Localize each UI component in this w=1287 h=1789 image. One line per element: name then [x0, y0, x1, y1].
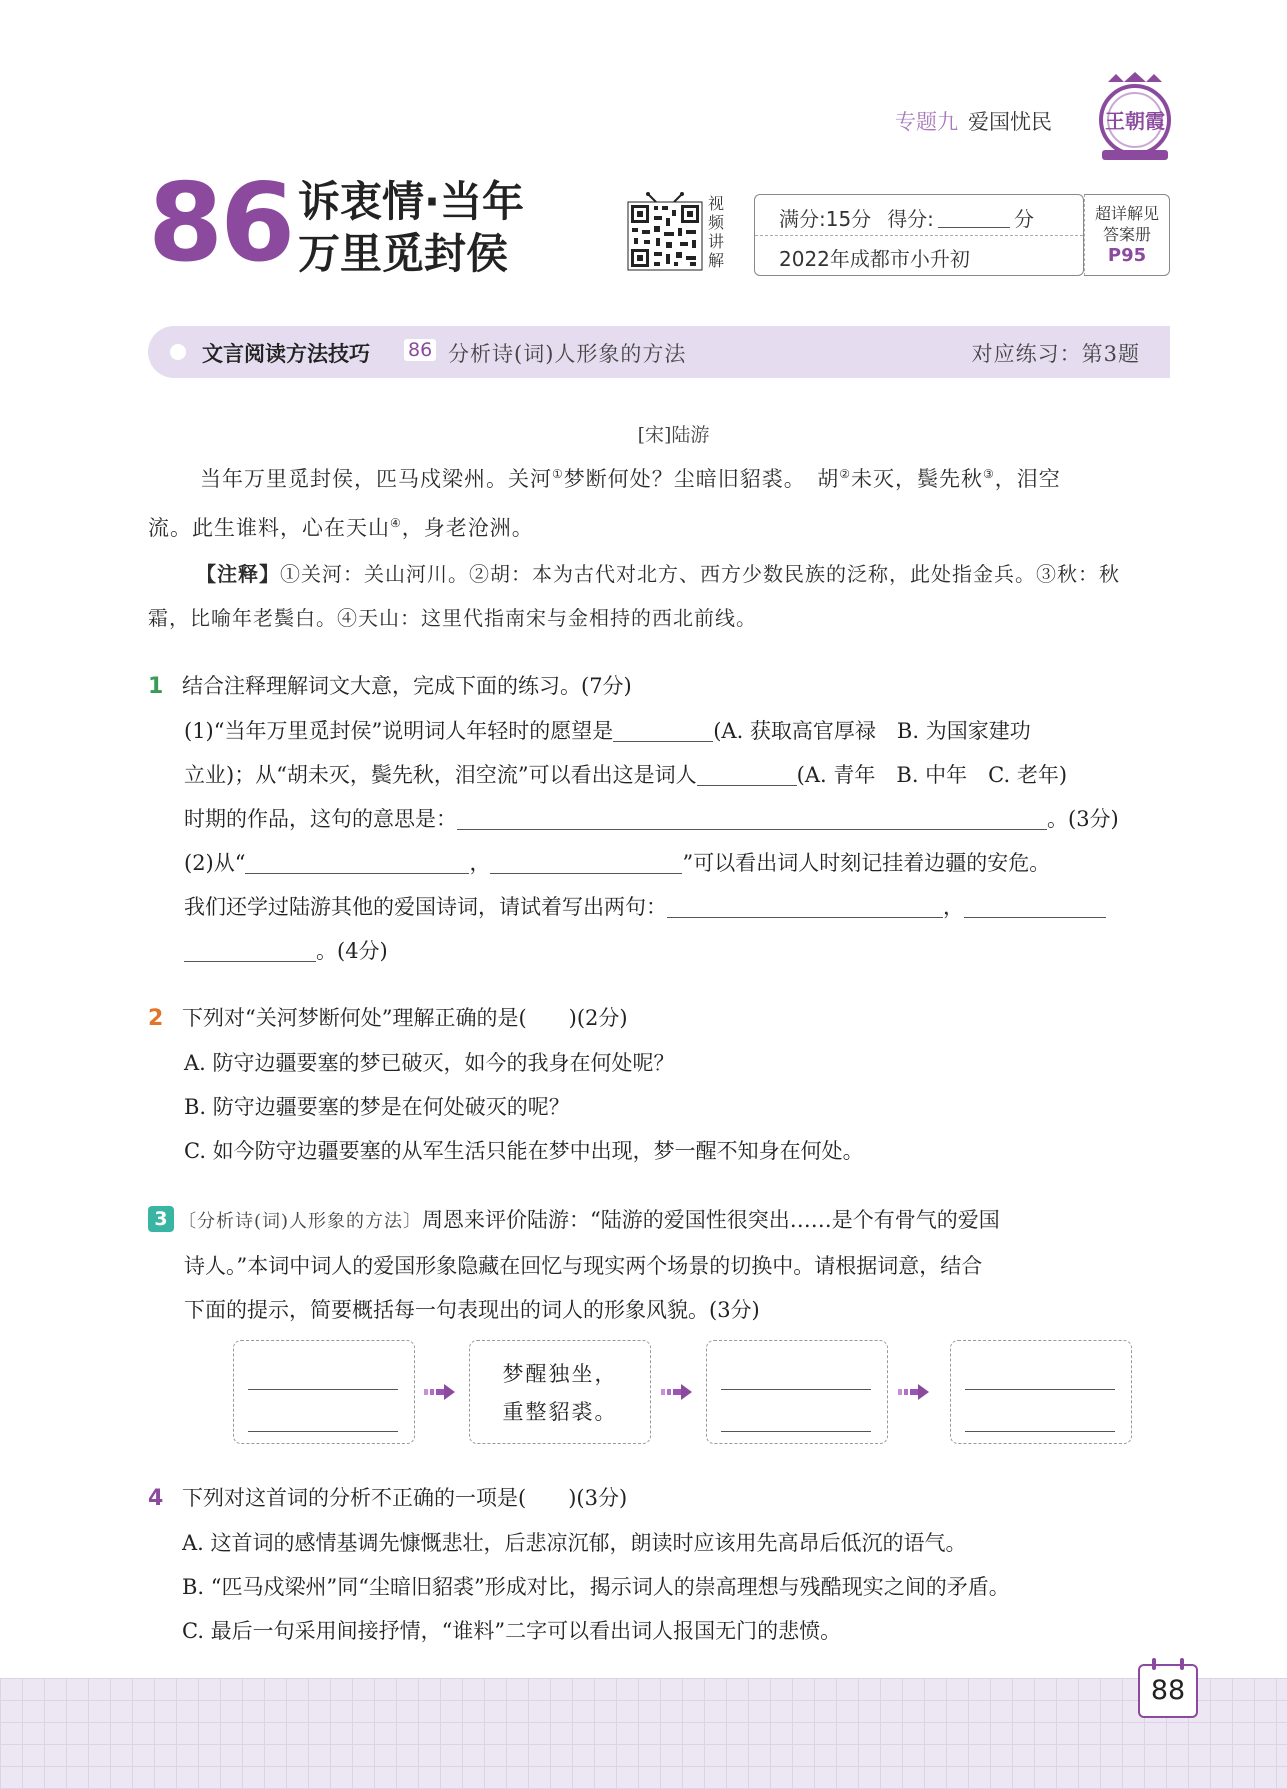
- q1-line4-a: (2)从“: [184, 851, 246, 875]
- poem-author: [宋]陆游: [637, 424, 710, 446]
- flow-box-2-line-2: 重整貂裘。: [502, 1400, 618, 1424]
- poem-line2-b: ，身老沧洲。: [401, 516, 534, 540]
- banner-practice: 对应练习：第3题: [971, 342, 1140, 366]
- question-3-number: 3: [148, 1206, 174, 1232]
- score-full: 满分:15分: [779, 207, 872, 231]
- banner-number: 86: [404, 339, 436, 361]
- flow-box-3-line-1[interactable]: [721, 1389, 871, 1390]
- q1-line4-b: ，: [469, 851, 491, 875]
- q1-line4-c: ”可以看出词人时刻记挂着边疆的安危。: [682, 851, 1051, 875]
- q2-option-a[interactable]: A. 防守边疆要塞的梦已破灭，如今的我身在何处呢？: [184, 1051, 675, 1075]
- poem-sup-2: ②: [839, 467, 852, 481]
- question-2: [148, 996, 1170, 1173]
- q1-blank-1[interactable]: [613, 716, 713, 742]
- q1-blank-5[interactable]: [490, 848, 682, 874]
- flow-box-1[interactable]: [233, 1340, 415, 1444]
- answer-page: P95: [1107, 245, 1147, 266]
- lesson-title-line2: 万里觅封侯: [298, 229, 509, 278]
- flow-box-3-line-2[interactable]: [721, 1431, 871, 1432]
- q1-blank-8[interactable]: [184, 936, 316, 962]
- score-box: [754, 194, 1084, 276]
- q4-option-b[interactable]: B. “匹马戍梁州”同“尘暗旧貂裘”形成对比，揭示词人的崇高理想与残酷现实之间的矛盾。: [182, 1575, 1010, 1599]
- question-2-number: 2: [148, 1006, 164, 1031]
- topic-label: 专题九: [895, 110, 958, 134]
- question-4: [148, 1476, 1170, 1653]
- page-number: 88: [1138, 1664, 1198, 1718]
- score-unit: 分: [1013, 207, 1034, 231]
- q1-blank-3[interactable]: [457, 804, 1047, 830]
- q1-line5-a: 我们还学过陆游其他的爱国诗词，请试着写出两句：: [184, 895, 667, 919]
- poem-text: [148, 452, 1170, 550]
- question-3-line3: 下面的提示，简要概括每一句表现出的词人的形象风貌。(3分): [184, 1298, 760, 1322]
- q2-option-c[interactable]: C. 如今防守边疆要塞的从军生活只能在梦中出现，梦一醒不知身在何处。: [184, 1139, 864, 1163]
- poem-notes: [148, 552, 1170, 640]
- lesson-number: 86: [148, 161, 293, 286]
- lesson-title-line1: 诉衷情·当年: [298, 177, 524, 226]
- q1-line3-a: 时期的作品，这句的意思是：: [184, 807, 457, 831]
- question-3-line2: 诗人。”本词中词人的爱国形象隐藏在回忆与现实两个场景的切换中。请根据词意，结合: [184, 1254, 983, 1278]
- question-1: [148, 664, 1170, 973]
- poem-sup-3: ③: [983, 467, 995, 481]
- poem-line1-a: 当年万里觅封侯，匹马戍梁州。关河: [200, 467, 552, 491]
- question-1-number: 1: [148, 674, 164, 699]
- banner-dot-icon: [170, 344, 186, 360]
- qr-code-icon[interactable]: [626, 192, 704, 272]
- q1-blank-4[interactable]: [245, 848, 469, 874]
- topic-name: 爱国忧民: [968, 110, 1052, 134]
- q4-option-a[interactable]: A. 这首词的感情基调先慷慨悲壮，后悲凉沉郁，朗读时应该用先高昂后低沉的语气。: [182, 1531, 967, 1555]
- question-1-stem: 结合注释理解词文大意，完成下面的练习。(7分): [182, 674, 632, 698]
- flow-box-3[interactable]: [706, 1340, 888, 1444]
- flow-box-1-line-2[interactable]: [248, 1431, 398, 1432]
- banner-title: 文言阅读方法技巧: [202, 342, 370, 366]
- q1-line1-a: (1)“当年万里觅封侯”说明词人年轻时的愿望是: [184, 719, 614, 743]
- flow-box-2: [469, 1340, 651, 1444]
- flow-box-4-line-2[interactable]: [965, 1431, 1115, 1432]
- notes-line2: 霜，比喻年老鬓白。④天山：这里代指南宋与金相持的西北前线。: [148, 606, 757, 630]
- q1-line5-b: ，: [943, 895, 964, 919]
- exam-source: 2022年成都市小升初: [779, 247, 970, 271]
- q1-line1-b: (A. 获取高官厚禄 B. 为国家建功: [713, 719, 1031, 743]
- lesson-title: [298, 176, 524, 280]
- banner-subtitle: 分析诗(词)人形象的方法: [448, 342, 687, 366]
- score-blank[interactable]: [938, 227, 1010, 228]
- flow-box-4-line-1[interactable]: [965, 1389, 1115, 1390]
- q1-line3-b: 。(3分): [1047, 807, 1119, 831]
- poem-sup-1: ①: [552, 467, 564, 481]
- qr-label: 视频讲解: [708, 194, 725, 270]
- flow-arrow-icon: [898, 1383, 930, 1401]
- svg-text:王朝霞: 王朝霞: [1105, 109, 1165, 133]
- q1-line2-b: (A. 青年 B. 中年 C. 老年): [796, 763, 1068, 787]
- flow-arrow-icon: [424, 1383, 456, 1401]
- answer-line1: 超详解见: [1094, 204, 1159, 223]
- poem-line2-a: 流。此生谁料，心在天山: [148, 516, 390, 540]
- score-got-label: 得分:: [887, 207, 934, 231]
- q1-blank-6[interactable]: [667, 892, 943, 918]
- q4-option-c[interactable]: C. 最后一句采用间接抒情，“谁料”二字可以看出词人报国无门的悲愤。: [182, 1619, 842, 1643]
- flow-box-1-line-1[interactable]: [248, 1389, 398, 1390]
- question-3-line1: 周恩来评价陆游：“陆游的爱国性很突出……是个有骨气的爱国: [422, 1208, 1000, 1232]
- topic-header: [895, 106, 1052, 136]
- poem-line1-d: ，泪空: [994, 467, 1061, 491]
- flow-box-2-line-1: 梦醒独坐，: [502, 1362, 618, 1386]
- question-2-stem: 下列对“关河梦断何处”理解正确的是( )(2分): [182, 1006, 628, 1030]
- q1-blank-7[interactable]: [964, 892, 1106, 918]
- q2-option-b[interactable]: B. 防守边疆要塞的梦是在何处破灭的呢？: [184, 1095, 570, 1119]
- answer-line2: 答案册: [1102, 225, 1151, 244]
- flow-arrow-icon: [661, 1383, 693, 1401]
- answer-reference: [1084, 194, 1170, 276]
- score-divider: [755, 235, 1083, 236]
- footer-grid: [0, 1678, 1287, 1789]
- question-3-tag: 〔分析诗(词)人形象的方法〕: [178, 1211, 423, 1232]
- poem-line1-c: 未灭，鬓先秋: [851, 467, 984, 491]
- question-4-number: 4: [148, 1486, 164, 1511]
- flow-box-4[interactable]: [950, 1340, 1132, 1444]
- poem-line1-b: 梦断何处？尘暗旧貂裘。 胡: [563, 467, 840, 491]
- notes-head: 【注释】: [196, 562, 280, 586]
- method-banner: [148, 326, 1170, 378]
- poem-sup-4: ④: [390, 516, 402, 530]
- q1-line6-b: 。(4分): [316, 939, 388, 963]
- notes-line1: ①关河：关山河川。②胡：本为古代对北方、西方少数民族的泛称，此处指金兵。③秋：秋: [280, 562, 1120, 586]
- q1-blank-2[interactable]: [697, 760, 797, 786]
- q1-line2-a: 立业)；从“胡未灭，鬓先秋，泪空流”可以看出这是词人: [184, 763, 697, 787]
- question-4-stem: 下列对这首词的分析不正确的一项是( )(3分): [182, 1486, 628, 1510]
- question-3: [148, 1198, 1170, 1332]
- brand-seal-logo: [1094, 72, 1176, 162]
